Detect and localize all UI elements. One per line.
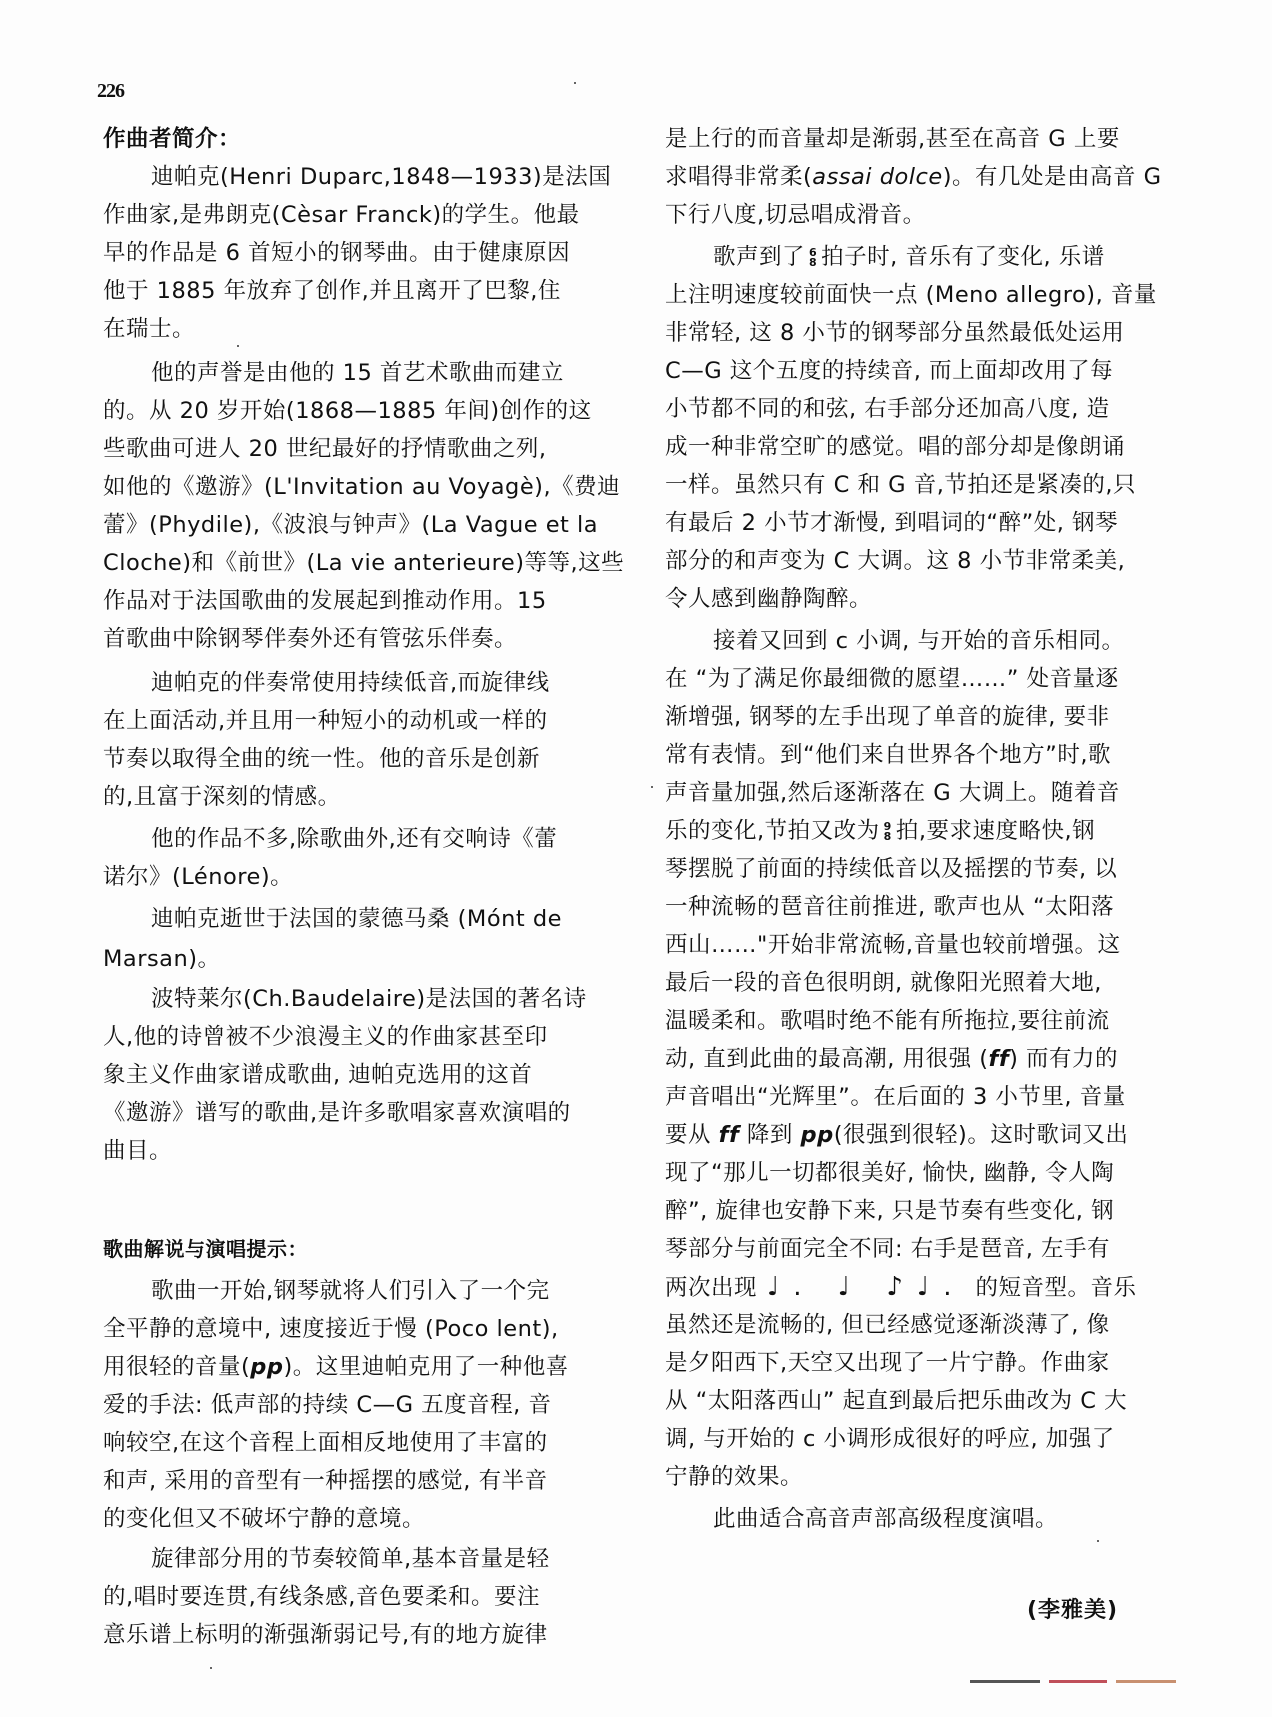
dynamic-marking: pp [800,1122,834,1148]
paragraph-line [665,238,1105,276]
paragraph-line [665,1268,1136,1306]
text-fragment: 动, 直到此曲的最高潮, 用很强 ( [665,1046,989,1072]
watermark-segment [1049,1680,1107,1683]
paragraph-line: 在 “为了满足你最细微的愿望……” 处音量逐 [665,666,1119,692]
paragraph-line: 小节都不同的和弦, 右手部分还加高八度, 造 [665,396,1110,422]
text-fragment: 求唱得非常柔( [665,164,813,190]
paragraph-line: C—G 这个五度的持续音, 而上面却改用了每 [665,358,1114,384]
paragraph-line: 些歌曲可进人 20 世纪最好的抒情歌曲之列, [103,436,547,462]
paragraph-line: 曲目。 [103,1138,173,1164]
text-fragment: 乐的变化,节拍又改为 [665,818,880,844]
time-signature: 9 8 [883,819,892,843]
paragraph-line: 歌曲一开始,钢琴就将人们引入了一个完 [151,1278,550,1304]
paragraph-line: 琴摆脱了前面的持续低音以及摇摆的节奏, 以 [665,856,1118,882]
paragraph-line: 的,唱时要连贯,有线条感,音色要柔和。要注 [103,1584,540,1610]
watermark-segment [970,1680,1040,1683]
paragraph-line: 部分的和声变为 C 大调。这 8 小节非常柔美, [665,548,1126,574]
paragraph-line: 最后一段的音色很明朗, 就像阳光照着大地, [665,970,1102,996]
paragraph-line: 从 “太阳落西山” 起直到最后把乐曲改为 C 大 [665,1388,1128,1414]
tempo-marking: assai dolce [812,164,943,190]
paragraph-line: 渐增强, 钢琴的左手出现了单音的旋律, 要非 [665,704,1110,730]
paragraph-line: 如他的《邀游》(L'Invitation au Voyagè),《费迪 [103,474,621,500]
paragraph-line: 一样。虽然只有 C 和 G 音,节拍还是紧凑的,只 [665,472,1137,498]
paragraph-line: 温暖柔和。歌唱时绝不能有所拖拉,要往前流 [665,1008,1110,1034]
paragraph-line: 作曲家,是弗朗克(Cèsar Franck)的学生。他最 [103,202,580,228]
text-fragment: ) 而有力的 [1009,1046,1119,1072]
paragraph-line: 是上行的而音量却是渐弱,甚至在高音 G 上要 [665,126,1120,152]
paragraph-line: 下行八度,切忌唱成滑音。 [665,202,926,228]
paragraph-line: 和声, 采用的音型有一种摇摆的感觉, 有半音 [103,1468,548,1494]
paragraph-line: 虽然还是流畅的, 但已经感觉逐渐淡薄了, 像 [665,1312,1110,1338]
paragraph-line: 诺尔》(Lénore)。 [103,864,294,890]
paragraph-line: 作品对于法国歌曲的发展起到推动作用。15 [103,588,547,614]
paragraph-line: 节奏以取得全曲的统一性。他的音乐是创新 [103,746,541,772]
paragraph-line: 人,他的诗曾被不少浪漫主义的作曲家甚至印 [103,1024,548,1050]
paragraph-line: 象主义作曲家谱成歌曲, 迪帕克选用的这首 [103,1062,533,1088]
paragraph-line: 常有表情。到“他们来自世界各个地方”时,歌 [665,742,1111,768]
paragraph-line: 他于 1885 年放弃了创作,并且离开了巴黎,住 [103,278,561,304]
text-fragment: 的短音型。音乐 [975,1275,1137,1301]
scan-speck [1097,1540,1099,1542]
paragraph-line: 上注明速度较前面快一点 (Meno allegro), 音量 [665,282,1157,308]
text-fragment: 拍,要求速度略快,钢 [895,818,1096,844]
text-fragment: 拍子时, 音乐有了变化, 乐谱 [821,244,1105,270]
text-fragment: )。有几处是由高音 G [942,164,1162,190]
paragraph-line: 蕾》(Phydile),《波浪与钟声》(La Vague et la [103,512,599,538]
text-fragment: 降到 [739,1122,801,1148]
scan-speck [651,786,653,788]
paragraph-line: 迪帕克(Henri Duparc,1848—1933)是法国 [151,164,612,190]
paragraph-line: 一种流畅的琶音往前推进, 歌声也从 “太阳落 [665,894,1115,920]
paragraph-line: 的变化但又不破坏宁静的意境。 [103,1506,426,1532]
paragraph-line: Marsan)。 [103,946,221,972]
page-number: 226 [97,80,124,102]
paragraph-line: 波特莱尔(Ch.Baudelaire)是法国的著名诗 [151,986,587,1012]
paragraph-line: 是夕阳西下,天空又出现了一片宁静。作曲家 [665,1350,1110,1376]
paragraph-line: 声音量加强,然后逐渐落在 G 大调上。随着音 [665,780,1120,806]
paragraph-line: 在瑞士。 [103,316,196,342]
paragraph-line: 爱的手法: 低声部的持续 C—G 五度音程, 音 [103,1392,552,1418]
paragraph-line: 《邀游》谱写的歌曲,是许多歌唱家喜欢演唱的 [103,1100,571,1126]
paragraph-line: 成一种非常空旷的感觉。唱的部分却是像朗诵 [665,434,1126,460]
paragraph-line [665,812,1095,850]
paragraph-line: 迪帕克逝世于法国的蒙德马桑 (Mónt de [151,906,562,932]
author-signature: (李雅美) [1027,1598,1119,1623]
scan-speck [210,1667,212,1669]
paragraph-line: 宁静的效果。 [665,1464,804,1490]
paragraph-line: 非常轻, 这 8 小节的钢琴部分虽然最低处运用 [665,320,1125,346]
text-fragment: 歌声到了 [713,244,806,270]
text-fragment: (很强到很轻)。这时歌词又出 [833,1122,1129,1148]
paragraph-line: 有最后 2 小节才渐慢, 到唱词的“醉”处, 钢琴 [665,510,1119,536]
paragraph-line: 意乐谱上标明的渐强渐弱记号,有的地方旋律 [103,1622,548,1648]
paragraph-line: 声音唱出“光辉里”。在后面的 3 小节里, 音量 [665,1084,1126,1110]
section-heading-composer-intro: 作曲者简介： [103,126,242,152]
paragraph-line: 的,且富于深刻的情感。 [103,784,341,810]
paragraph-line: 首歌曲中除钢琴伴奏外还有管弦乐伴奏。 [103,626,518,652]
text-fragment: )。这里迪帕克用了一种他喜 [283,1354,569,1380]
paragraph-line: Cloche)和《前世》(La vie anterieure)等等,这些 [103,550,625,576]
paragraph-line [665,1040,1118,1078]
paragraph-line: 响较空,在这个音程上面相反地使用了丰富的 [103,1430,548,1456]
dynamic-marking: ff [988,1046,1010,1072]
paragraph-line [665,158,1162,196]
paragraph-line [665,1116,1128,1154]
paragraph-line: 迪帕克的伴奏常使用持续低音,而旋律线 [151,670,550,696]
paragraph-line: 在上面活动,并且用一种短小的动机或一样的 [103,708,548,734]
paragraph-line: 全平静的意境中, 速度接近于慢 (Poco lent), [103,1316,559,1342]
paragraph-line: 琴部分与前面完全不同: 右手是琶音, 左手有 [665,1236,1111,1262]
paragraph-line [103,1348,569,1386]
paragraph-line: 西山……"开始非常流畅,音量也较前增强。这 [665,932,1121,958]
paragraph-line: 调, 与开始的 c 小调形成很好的呼应, 加强了 [665,1426,1115,1452]
paragraph-line: 早的作品是 6 首短小的钢琴曲。由于健康原因 [103,240,571,266]
text-fragment: 要从 [665,1122,719,1148]
paragraph-line: 旋律部分用的节奏较简单,基本音量是轻 [151,1546,550,1572]
scan-speck [237,345,239,347]
paragraph-line: 他的声誉是由他的 15 首艺术歌曲而建立 [151,360,564,386]
watermark-segment [1116,1680,1176,1683]
paragraph-line: 此曲适合高音声部高级程度演唱。 [713,1506,1059,1532]
rhythm-notes-icon: ♩. ♩ ♪♩. [767,1272,966,1302]
dynamic-marking: ff [718,1122,740,1148]
dynamic-marking: pp [250,1354,284,1380]
paragraph-line: 的。从 20 岁开始(1868—1885 年间)创作的这 [103,398,592,424]
watermark-fragment [970,1680,1190,1686]
time-signature: 6 8 [809,245,818,269]
text-fragment: 用很轻的音量( [103,1354,251,1380]
paragraph-line: 令人感到幽静陶醉。 [665,586,873,612]
paragraph-line: 他的作品不多,除歌曲外,还有交响诗《蕾 [151,826,558,852]
text-fragment: 两次出现 [665,1275,758,1301]
paragraph-line: 现了“那儿一切都很美好, 愉快, 幽静, 令人陶 [665,1160,1115,1186]
paragraph-line: 接着又回到 c 小调, 与开始的音乐相同。 [713,628,1125,654]
section-heading-song-notes: 歌曲解说与演唱提示： [103,1237,308,1261]
paragraph-line: 醉”, 旋律也安静下来, 只是节奏有些变化, 钢 [665,1198,1115,1224]
scan-speck [574,82,576,84]
